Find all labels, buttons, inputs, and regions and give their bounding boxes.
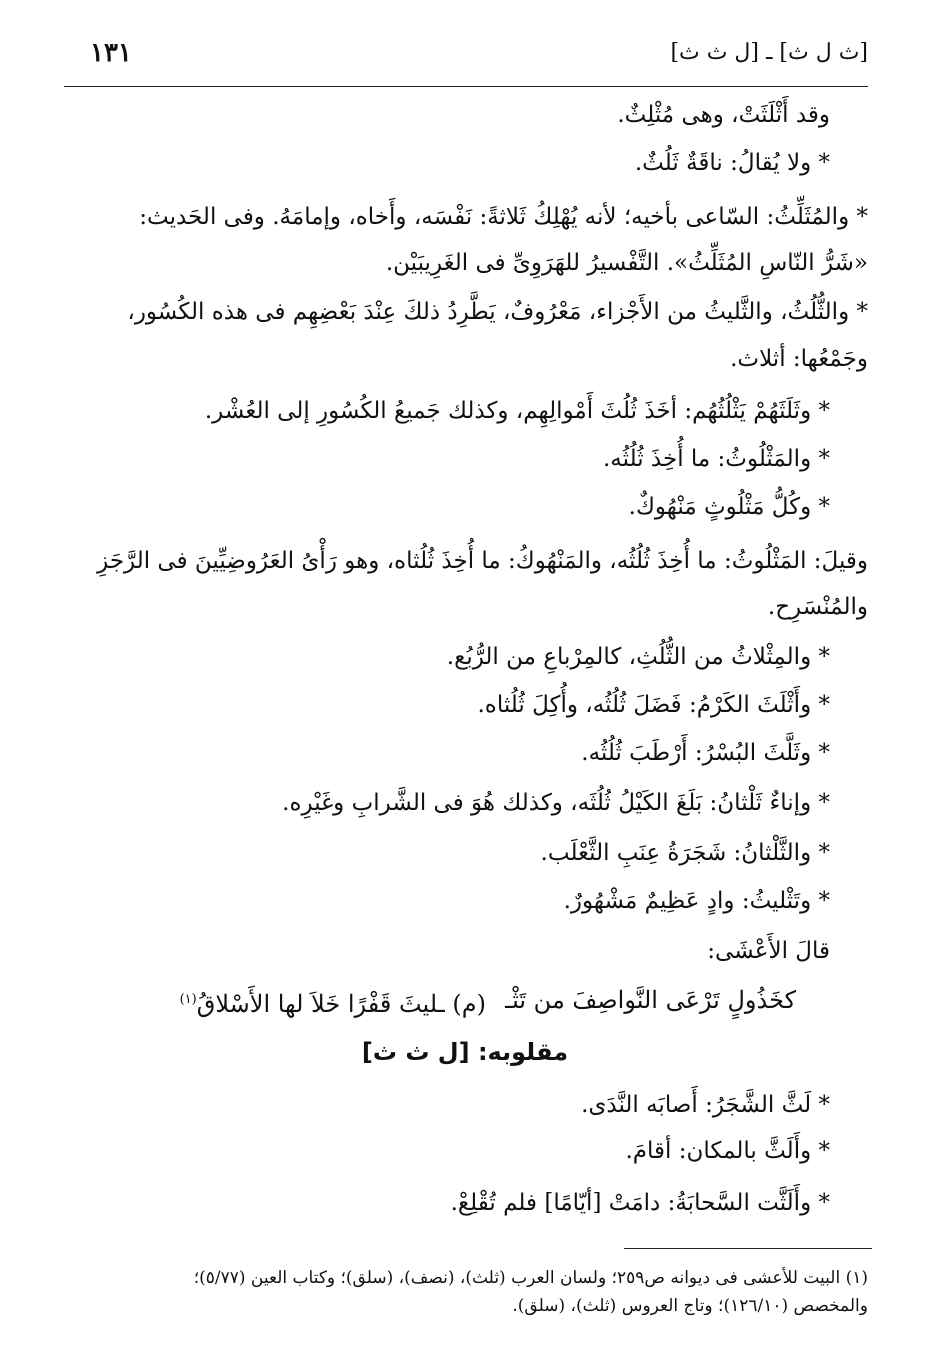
text-line: * وإناءٌ ثَلْثانُ: بَلَغَ الكَيْلُ ثُلُثَه، وكذلك هُوَ فى الشَّرابِ وغَيْرِه. (282, 790, 830, 816)
verse-second-hemistich-text: (م) ـليثَ قَفْرًا خَلاَ لها الأَسْلاقُ (196, 990, 486, 1018)
section-heading: مقلوبه: [ل ث ث] (361, 1038, 569, 1066)
text-line: وقيلَ: المَثْلُوثُ: ما أُخِذَ ثُلُثُه، والمَنْهُوكُ: ما أُخِذَ ثُلُثاه، وهو رَأْىُ العَرُوضِيِّينَ فى الرَّجَزِ (97, 548, 868, 574)
text-line: * والمَثْلُوثُ: ما أُخِذَ ثُلُثُه. (603, 446, 830, 472)
page-number: ١٣١ (90, 38, 132, 68)
footnote-line: (١) البيت للأعشى فى ديوانه ص٢٥٩؛ ولسان العرب (ثلث)، (نصف)، (سلق)؛ وكتاب العين (٥/٧٧)؛ (193, 1268, 868, 1288)
verse-first-hemistich: كخَذُولٍ تَرْعَى النَّواصِفَ من تَثْـ (505, 986, 796, 1014)
text-line: * والمِثْلاثُ من الثُّلُثِ، كالمِرْباعِ من الرُّبُع. (446, 644, 830, 670)
text-line: «شَرُّ النّاسِ المُثَلِّثُ». التَّفْسيرُ للهَرَوِىِّ فى الغَرِيبَيْن. (385, 250, 868, 276)
text-line: وجَمْعُها: أثلاث. (730, 346, 868, 372)
text-line: * والمُثَلِّثُ: السّاعى بأخيه؛ لأنه يُهْلِكُ ثَلاثةً: نَفْسَه، وأَخاه، وإمامَهُ. وفى الحَديث: (139, 204, 868, 230)
text-line: * وكُلُّ مَثْلُوثٍ مَنْهُوكٌ. (628, 494, 830, 520)
text-line: * لَثَّ الشَّجَرُ: أَصابَه النَّدَى. (581, 1092, 830, 1118)
text-line: * وثَلَّثَ البُسْرُ: أَرْطَبَ ثُلُثُه. (581, 740, 830, 766)
text-line: وقد أَثْلَثَتْ، وهى مُثْلِثٌ. (617, 102, 830, 128)
footnote-line: والمخصص (١٢٦/١٠)؛ وتاج العروس (ثلث)، (سلق). (512, 1296, 868, 1316)
footnote-marker: (١) (179, 992, 197, 1007)
text-line: * وأَلَثَّت السَّحابَةُ: دامَتْ [أيّامًا] فلم تُقْلِعْ. (450, 1190, 830, 1216)
text-line: * وثَلَثَهُمْ يَثْلُثُهُم: أخَذَ ثُلُثَ أَمْوالِهِم، وكذلك جَميعُ الكُسُورِ إلى العُشْر. (204, 398, 830, 424)
footnote-rule (624, 1248, 872, 1249)
text-line: والمُنْسَرِح. (767, 594, 868, 620)
text-line: * وتَثْليثُ: وادٍ عَظِيمٌ مَشْهُورٌ. (563, 888, 830, 914)
text-line: * وأَلَثَّ بالمكان: أقامَ. (625, 1138, 830, 1164)
text-line: * والثَّلْثانُ: شَجَرَةُ عِنَبِ الثَّعْلَب. (540, 840, 830, 866)
text-line: قالَ الأَعْشَى: (707, 938, 830, 964)
text-line: * والثُّلُثُ، والثَّليثُ من الأَجْزاء، مَعْرُوفٌ، يَطَّرِدُ ذلكَ عِنْدَ بَعْضِهِم فى هذه الكُسُور، (127, 299, 868, 325)
text-line: * ولا يُقالُ: ناقَةٌ ثَلُثٌ. (634, 150, 830, 176)
header-title: [ث ل ث] ـ [ل ث ث] (670, 40, 868, 65)
text-line: * وأَثْلَثَ الكَرْمُ: فَضَلَ ثُلُثُه، وأُكِلَ ثُلُثاه. (477, 692, 830, 718)
